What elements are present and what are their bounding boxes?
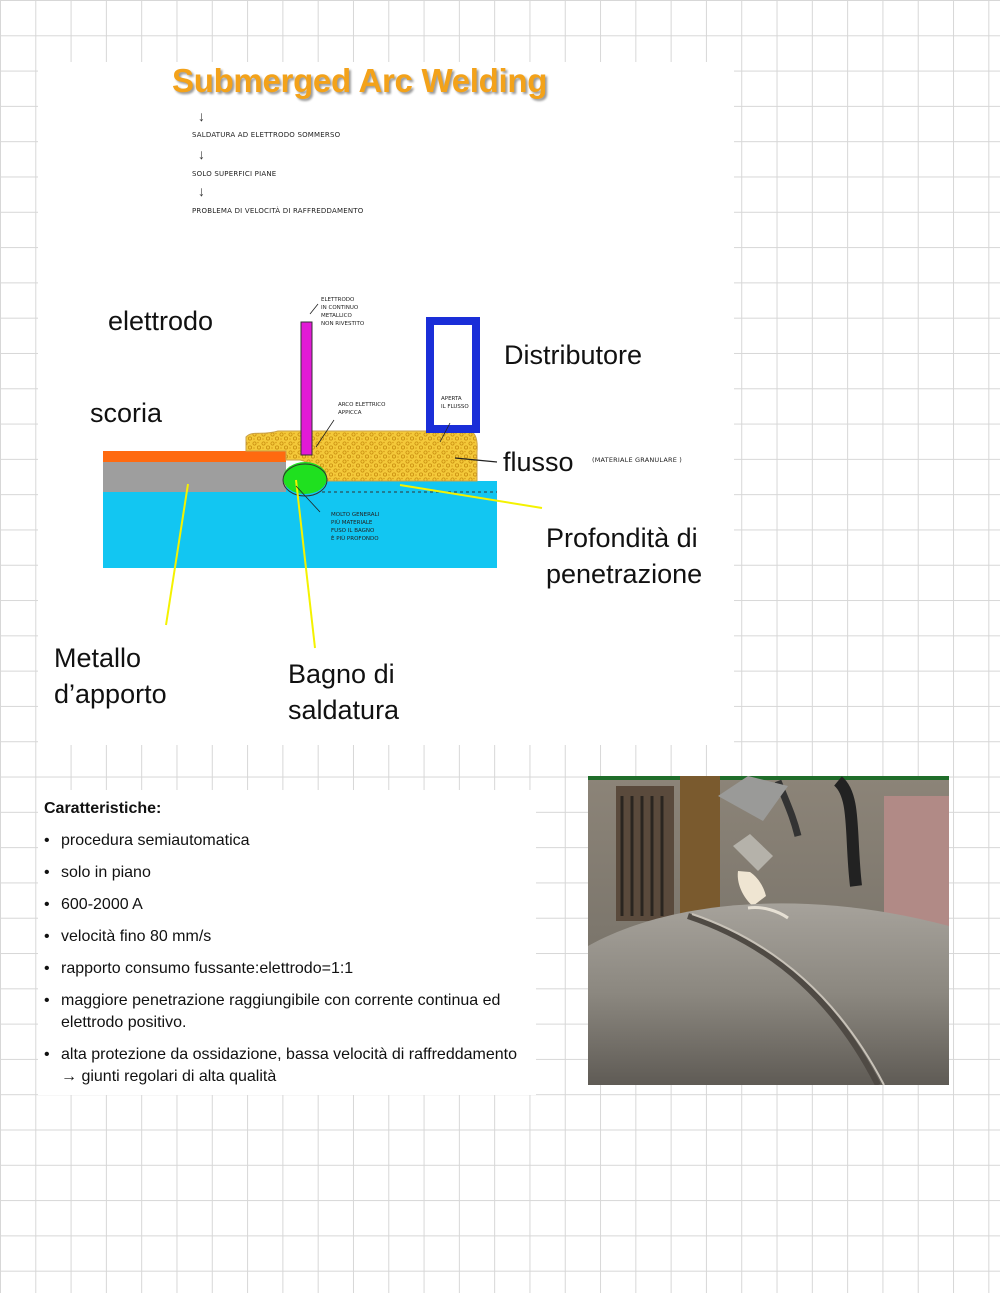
list-item: • procedura semiautomatica bbox=[44, 830, 536, 852]
label-bagno-line1: Bagno di bbox=[288, 659, 395, 689]
label-flusso: flusso bbox=[503, 447, 574, 477]
list-item: • rapporto consumo fussante:elettrodo=1:1 bbox=[44, 958, 536, 980]
label-metallo-line2: d’apporto bbox=[54, 679, 167, 709]
list-item: • alta protezione da ossidazione, bassa velocità di raffreddamento → giunti regolari di alta qualità bbox=[44, 1044, 536, 1088]
electrode-note-arrow bbox=[310, 304, 318, 314]
label-scoria: scoria bbox=[90, 398, 163, 428]
welding-photo bbox=[588, 776, 949, 1085]
filler-metal-layer bbox=[103, 462, 286, 492]
electrode-handwritten-note: ELETTRODO IN CONTINUO METALLICO NON RIVESTITO bbox=[321, 297, 365, 327]
list-item: • solo in piano bbox=[44, 862, 536, 884]
label-bagno-line2: saldatura bbox=[288, 695, 400, 725]
down-arrow-icon: ↓ bbox=[198, 146, 205, 162]
label-profondita-line1: Profondità di bbox=[546, 523, 698, 553]
handwritten-note-2: SOLO SUPERFICI PIANE bbox=[192, 170, 277, 178]
characteristics-heading: Caratteristiche: bbox=[44, 800, 162, 817]
down-arrow-icon: ↓ bbox=[198, 108, 205, 124]
handwritten-note-3: PROBLEMA DI VELOCITÀ DI RAFFREDDAMENTO bbox=[192, 207, 364, 215]
list-item: • maggiore penetrazione raggiungibile con corrente continua ed elettrodo positivo. bbox=[44, 990, 536, 1034]
slide-title: Submerged Arc Welding bbox=[172, 62, 548, 99]
arc-handwritten-note: ARCO ELETTRICO APPICCA bbox=[338, 402, 386, 416]
list-item: • 600-2000 A bbox=[44, 894, 536, 916]
electrode-wire bbox=[301, 322, 312, 455]
handwritten-note-1: SALDATURA AD ELETTRODO SOMMERSO bbox=[192, 131, 341, 139]
down-arrow-icon: ↓ bbox=[198, 183, 205, 199]
characteristics-list bbox=[44, 830, 536, 1098]
label-profondita-line2: penetrazione bbox=[546, 559, 703, 589]
weld-pool bbox=[283, 462, 327, 494]
pool-handwritten-note: MOLTO GENERALI PIÙ MATERIALE FUSO IL BAGNO È PIÙ PROFONDO bbox=[331, 512, 380, 542]
list-item: • velocità fino 80 mm/s bbox=[44, 926, 536, 948]
label-metallo-line1: Metallo bbox=[54, 643, 142, 673]
label-distributore: Distributore bbox=[504, 340, 643, 370]
label-elettrodo: elettrodo bbox=[108, 306, 214, 336]
distributor-handwritten-note: APERTA IL FLUSSO bbox=[441, 396, 469, 410]
slag-layer bbox=[103, 451, 286, 462]
flux-distributor-tube bbox=[430, 321, 476, 429]
workpiece-base bbox=[103, 481, 497, 568]
flux-note: (MATERIALE GRANULARE ) bbox=[592, 456, 683, 464]
